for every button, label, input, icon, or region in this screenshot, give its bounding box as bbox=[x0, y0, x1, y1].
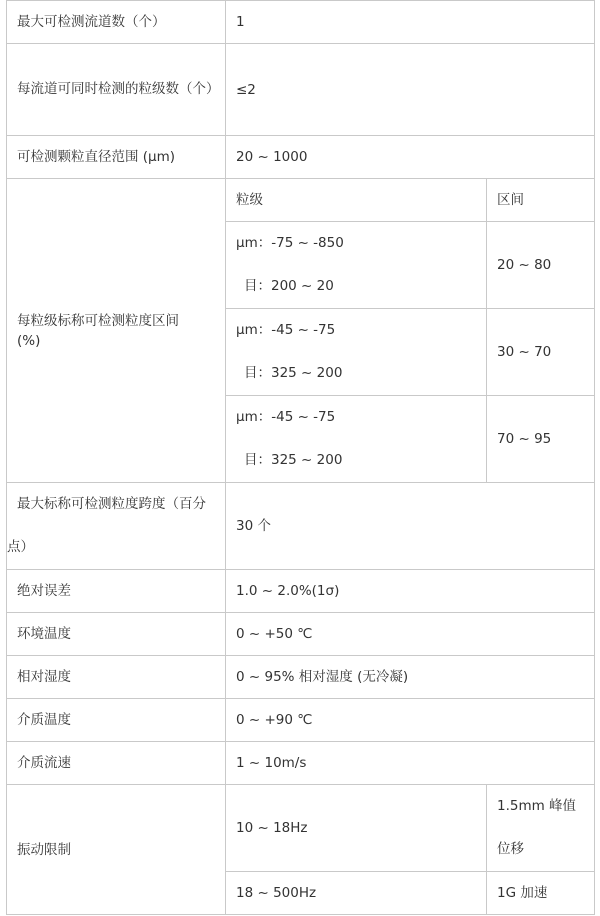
interval-header: 区间 bbox=[487, 179, 595, 222]
grade-mesh: 目：325 ~ 200 bbox=[244, 365, 343, 381]
row-label: 介质流速 bbox=[7, 742, 226, 785]
table-row bbox=[7, 699, 595, 742]
interval-cell: 30 ~ 70 bbox=[487, 309, 595, 396]
row-value: 1.0 ~ 2.0%(1σ) bbox=[226, 570, 595, 613]
vibration-freq: 18 ~ 500Hz bbox=[226, 872, 487, 915]
table-row bbox=[7, 742, 595, 785]
row-value: 0 ~ +90 ℃ bbox=[226, 699, 595, 742]
interval-cell: 20 ~ 80 bbox=[487, 222, 595, 309]
table-row bbox=[7, 613, 595, 656]
grade-cell bbox=[226, 222, 487, 309]
row-value: 0 ~ 95% 相对湿度 (无冷凝) bbox=[226, 656, 595, 699]
row-label: 介质温度 bbox=[7, 699, 226, 742]
row-value: 20 ~ 1000 bbox=[226, 136, 595, 179]
grade-um: μm：-75 ~ -850 bbox=[236, 235, 344, 251]
table-row bbox=[7, 785, 595, 872]
grade-mesh: 目：325 ~ 200 bbox=[244, 452, 343, 468]
grade-um: μm：-45 ~ -75 bbox=[236, 409, 336, 425]
row-label: 可检测颗粒直径范围 (μm) bbox=[7, 136, 226, 179]
row-value: 1 ~ 10m/s bbox=[226, 742, 595, 785]
row-label: 最大可检测流道数（个） bbox=[7, 1, 226, 44]
table-row bbox=[7, 570, 595, 613]
grade-header: 粒级 bbox=[226, 179, 487, 222]
row-label: 最大标称可检测粒度跨度（百分点） bbox=[7, 483, 226, 570]
interval-cell: 70 ~ 95 bbox=[487, 396, 595, 483]
row-label: 环境温度 bbox=[7, 613, 226, 656]
grade-cell bbox=[226, 396, 487, 483]
vibration-limit: 1G 加速 bbox=[487, 872, 595, 915]
grade-um: μm：-45 ~ -75 bbox=[236, 322, 336, 338]
row-label: 每粒级标称可检测粒度区间 (%) bbox=[7, 179, 226, 483]
table-row bbox=[7, 136, 595, 179]
row-value: 0 ~ +50 ℃ bbox=[226, 613, 595, 656]
table-row bbox=[7, 656, 595, 699]
row-value: 30 个 bbox=[226, 483, 595, 570]
table-row bbox=[7, 483, 595, 570]
grade-cell bbox=[226, 309, 487, 396]
row-label: 绝对误差 bbox=[7, 570, 226, 613]
spec-table bbox=[6, 0, 595, 915]
row-label: 振动限制 bbox=[7, 785, 226, 915]
table-row bbox=[7, 1, 595, 44]
vibration-limit: 1.5mm 峰值位移 bbox=[487, 785, 595, 872]
vibration-freq: 10 ~ 18Hz bbox=[226, 785, 487, 872]
grade-mesh: 目：200 ~ 20 bbox=[244, 278, 334, 294]
row-value: ≤2 bbox=[226, 44, 595, 136]
row-label: 每流道可同时检测的粒级数（个） bbox=[7, 44, 226, 136]
table-row bbox=[7, 179, 595, 222]
row-label: 相对湿度 bbox=[7, 656, 226, 699]
table-row bbox=[7, 44, 595, 136]
row-value: 1 bbox=[226, 1, 595, 44]
